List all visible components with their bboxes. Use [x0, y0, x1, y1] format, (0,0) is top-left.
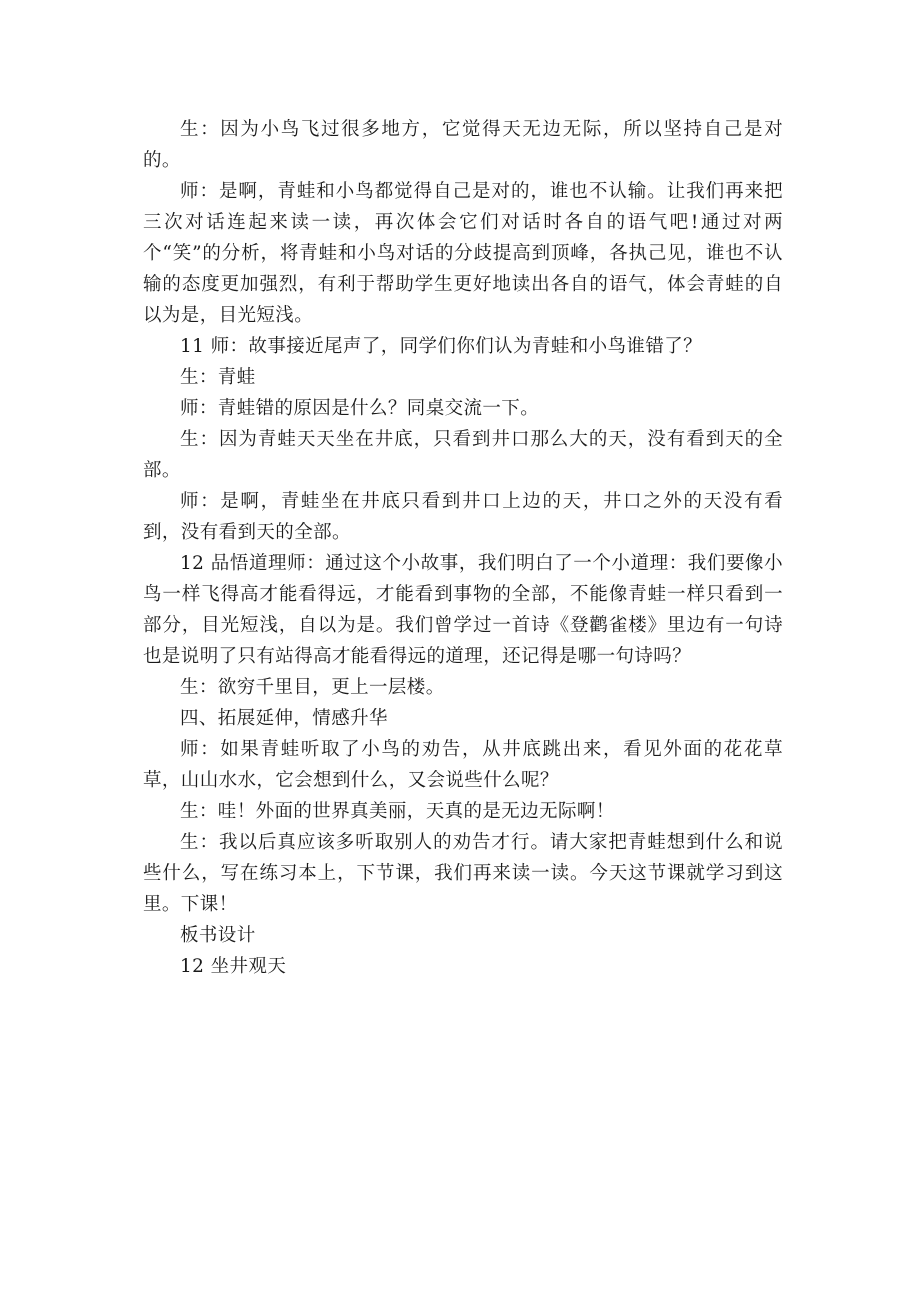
paragraph-step-11-question: 11 师：故事接近尾声了，同学们你们认为青蛙和小鸟谁错了？	[180, 336, 703, 357]
paragraph-student-poem: 生：欲穷千里目，更上一层楼。	[180, 677, 445, 698]
paragraph-teacher-why: 师：青蛙错的原因是什么？同桌交流一下。	[180, 398, 540, 419]
section-heading-extension: 四、拓展延伸，情感升华	[180, 708, 388, 729]
paragraph-student-homework: 生：我以后真应该多听取别人的劝告才行。请大家把青蛙想到什么和说些什么，写在练习本上，下节课，我们再来读一读。今天这节课就学习到这里。下课！	[143, 832, 783, 915]
paragraph-step-12-lesson: 12 品悟道理师：通过这个小故事，我们明白了一个小道理：我们要像小鸟一样飞得高才能看得远，才能看到事物的全部，不能像青蛙一样只看到一部分，目光短浅，自以为是。我们曾学过一首诗《登鹳雀楼》里边有一句诗也是说明了只有站得高才能看得远的道理，还记得是哪一句诗吗？	[143, 553, 783, 667]
paragraph-teacher-summary: 师：是啊，青蛙和小鸟都觉得自己是对的，谁也不认输。让我们再来把三次对话连起来读一读，再次体会它们对话时各自的语气吧!通过对两个“笑”的分析，将青蛙和小鸟对话的分歧提高到顶峰，各执己见，谁也不认输的态度更加强烈，有利于帮助学生更好地读出各自的语气，体会青蛙的自以为是，目光短浅。	[143, 181, 783, 326]
paragraph-teacher-imagine: 师：如果青蛙听取了小鸟的劝告，从井底跳出来，看见外面的花花草草，山山水水，它会想到什么，又会说些什么呢？	[143, 739, 783, 791]
paragraph-student-answer-bird: 生：因为小鸟飞过很多地方，它觉得天无边无际，所以坚持自己是对的。	[143, 119, 783, 171]
board-design-title: 12 坐井观天	[180, 956, 287, 977]
paragraph-student-answer-frog: 生：青蛙	[180, 367, 256, 388]
section-heading-board-design: 板书设计	[180, 925, 256, 946]
document-body	[143, 114, 783, 982]
paragraph-student-reason: 生：因为青蛙天天坐在井底，只看到井口那么大的天，没有看到天的全部。	[143, 429, 783, 481]
paragraph-teacher-confirm: 师：是啊，青蛙坐在井底只看到井口上边的天，井口之外的天没有看到，没有看到天的全部。	[143, 491, 783, 543]
paragraph-student-wow: 生：哇！外面的世界真美丽，天真的是无边无际啊！	[180, 801, 615, 822]
